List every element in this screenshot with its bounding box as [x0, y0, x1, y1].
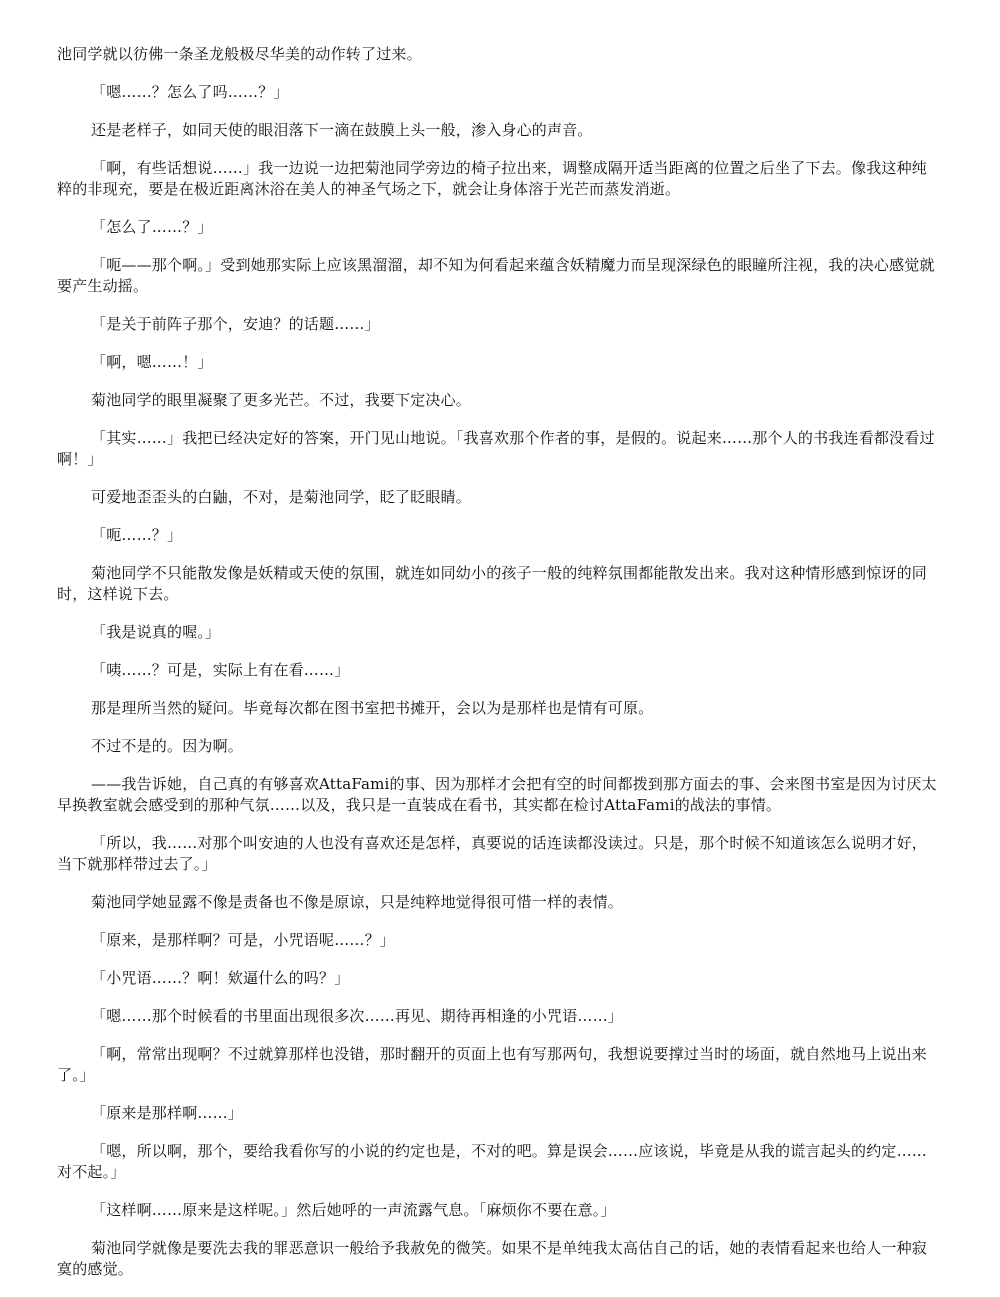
paragraph: 「嗯……那个时候看的书里面出现很多次……再见、期待再相逢的小咒语……」 — [91, 1007, 624, 1025]
paragraph: 「啊，嗯……！」 — [91, 353, 213, 371]
paragraph: 「小咒语……？啊！欸逼什么的吗？」 — [91, 969, 350, 987]
paragraph: 可爱地歪歪头的白鼬，不对，是菊池同学，眨了眨眼睛。 — [91, 488, 472, 506]
paragraph: 菊池同学就像是要洗去我的罪恶意识一般给予我赦免的微笑。如果不是单纯我太高估自己的话，她的表情看起来也给人一种寂寞的感觉。 — [57, 1239, 928, 1278]
paragraph: 「其实……」我把已经决定好的答案，开门见山地说。「我喜欢那个作者的事，是假的。说起来……那个人的书我连看都没看过啊！」 — [57, 429, 935, 468]
paragraph: 「呃……？」 — [91, 526, 183, 544]
paragraph: ——我告诉她，自己真的有够喜欢AttaFami的事、因为那样才会把有空的时间都拨到那方面去的事、会来图书室是因为讨厌太早换教室就会感受到的那种气氛……以及，我只是一直装成在看书，其实都在检讨AttaFami的战法的事情。 — [57, 775, 937, 814]
paragraph: 「怎么了……？」 — [91, 218, 213, 236]
paragraph: 「啊，有些话想说……」我一边说一边把菊池同学旁边的椅子拉出来，调整成隔开适当距离的位置之后坐了下去。像我这种纯粹的非现充，要是在极近距离沐浴在美人的神圣气场之下，就会让身体溶于光芒而蒸发消逝。 — [57, 159, 928, 198]
paragraph: 「这样啊……原来是这样呢。」然后她呼的一声流露气息。「麻烦你不要在意。」 — [91, 1201, 616, 1219]
paragraph: 「原来是那样啊……」 — [91, 1104, 244, 1122]
paragraph: 「咦……？可是，实际上有在看……」 — [91, 661, 350, 679]
paragraph: 「我是说真的喔。」 — [91, 623, 221, 641]
paragraph: 菊池同学的眼里凝聚了更多光芒。不过，我要下定决心。 — [91, 391, 472, 409]
paragraph: 不过不是的。因为啊。 — [91, 737, 244, 755]
paragraph: 「所以，我……对那个叫安迪的人也没有喜欢还是怎样，真要说的话连读都没读过。只是，那个时候不知道该怎么说明才好，当下就那样带过去了。」 — [57, 834, 928, 873]
paragraph: 那是理所当然的疑问。毕竟每次都在图书室把书摊开，会以为是那样也是情有可原。 — [91, 699, 654, 717]
paragraph: 「啊，常常出现啊？不过就算那样也没错，那时翻开的页面上也有写那两句，我想说要撑过当时的场面，就自然地马上说出来了。」 — [57, 1045, 928, 1084]
paragraph: 菊池同学不只能散发像是妖精或天使的氛围，就连如同幼小的孩子一般的纯粹氛围都能散发出来。我对这种情形感到惊讶的同时，这样说下去。 — [57, 564, 928, 603]
paragraph: 菊池同学她显露不像是责备也不像是原谅，只是纯粹地觉得很可惜一样的表情。 — [91, 893, 624, 911]
paragraph: 池同学就以彷佛一条圣龙般极尽华美的动作转了过来。 — [57, 45, 422, 63]
paragraph: 「呃——那个啊。」受到她那实际上应该黑溜溜，却不知为何看起来蕴含妖精魔力而呈现深绿色的眼瞳所注视，我的决心感觉就要产生动摇。 — [57, 256, 935, 295]
paragraph: 还是老样子，如同天使的眼泪落下一滴在鼓膜上头一般，渗入身心的声音。 — [91, 121, 593, 139]
paragraph: 「嗯……？怎么了吗……？」 — [91, 83, 289, 101]
paragraph: 「原来，是那样啊？可是，小咒语呢……？」 — [91, 931, 396, 949]
paragraph: 「是关于前阵子那个，安迪？的话题……」 — [91, 315, 380, 333]
document-body — [57, 44, 937, 1297]
paragraph: 「嗯，所以啊，那个，要给我看你写的小说的约定也是，不对的吧。算是误会……应该说，毕竟是从我的谎言起头的约定……对不起。」 — [57, 1142, 928, 1181]
